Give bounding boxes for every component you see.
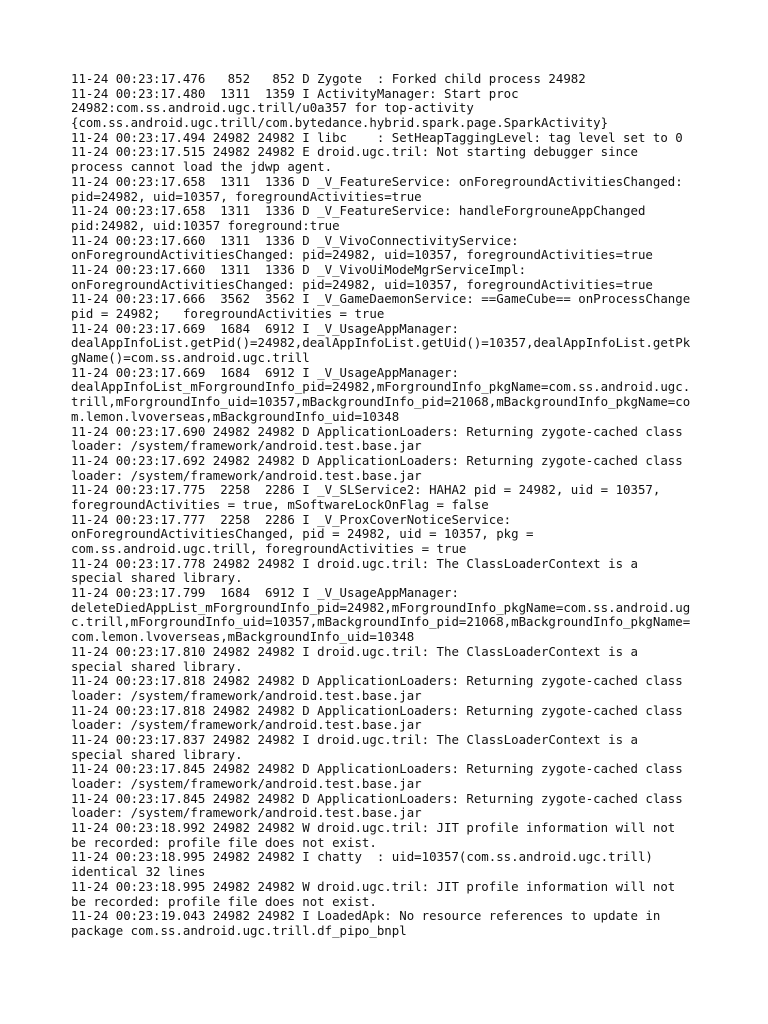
log-line: gName()=com.ss.android.ugc.trill	[71, 350, 310, 366]
log-line: loader: /system/framework/android.test.base.jar	[71, 687, 422, 703]
log-line: special shared library.	[71, 746, 243, 762]
log-line: c.trill,mForgroundInfo_uid=10357,mBackgroundInfo_pid=21068,mBackgroundInfo_pkgName=	[71, 614, 691, 630]
log-line: onForegroundActivitiesChanged: pid=24982, uid=10357, foregroundActivities=true	[71, 247, 653, 263]
log-line: 11-24 00:23:19.043 24982 24982 I LoadedApk: No resource references to update in	[71, 908, 661, 924]
log-line: process cannot load the jdwp agent.	[71, 159, 333, 175]
log-line: dealAppInfoList.getPid()=24982,dealAppInfoList.getUid()=10357,dealAppInfoList.getPk	[71, 335, 691, 351]
log-line: 11-24 00:23:17.669 1684 6912 I _V_UsageAppManager:	[71, 364, 459, 380]
log-line: 11-24 00:23:17.778 24982 24982 I droid.ugc.tril: The ClassLoaderContext is a	[71, 555, 638, 571]
log-line: 11-24 00:23:17.480 1311 1359 I ActivityManager: Start proc	[71, 85, 519, 101]
log-line: 11-24 00:23:17.837 24982 24982 I droid.ugc.tril: The ClassLoaderContext is a	[71, 731, 638, 747]
log-line: 11-24 00:23:18.995 24982 24982 I chatty : uid=10357(com.ss.android.ugc.trill)	[71, 849, 653, 865]
log-line: pid=24982, uid=10357, foregroundActivities=true	[71, 188, 422, 204]
log-line: 11-24 00:23:17.658 1311 1336 D _V_FeatureService: handleForgrouneAppChanged	[71, 203, 646, 219]
log-line: {com.ss.android.ugc.trill/com.bytedance.hybrid.spark.page.SparkActivity}	[71, 115, 609, 131]
log-line: pid = 24982; foregroundActivities = true	[71, 306, 385, 321]
log-line: deleteDiedAppList_mForgroundInfo_pid=24982,mForgroundInfo_pkgName=com.ss.android.ug	[71, 599, 691, 615]
log-line: loader: /system/framework/android.test.base.jar	[71, 438, 422, 454]
log-line: be recorded: profile file does not exist.	[71, 834, 377, 850]
log-line: com.lemon.lvoverseas,mBackgroundInfo_uid=10348	[71, 629, 415, 645]
log-line: 11-24 00:23:17.818 24982 24982 D ApplicationLoaders: Returning zygote-cached class	[71, 702, 683, 718]
log-line: 11-24 00:23:17.494 24982 24982 I libc : SetHeapTaggingLevel: tag level set to 0	[71, 129, 683, 145]
log-line: 11-24 00:23:17.818 24982 24982 D ApplicationLoaders: Returning zygote-cached class	[71, 673, 683, 689]
log-line: foregroundActivities = true, mSoftwareLockOnFlag = false	[71, 496, 489, 512]
log-line: 11-24 00:23:17.660 1311 1336 D _V_VivoConnectivityService:	[71, 232, 519, 248]
log-line: special shared library.	[71, 658, 243, 674]
log-line: loader: /system/framework/android.test.base.jar	[71, 776, 422, 791]
log-line: package com.ss.android.ugc.trill.df_pipo_bnpl	[71, 922, 407, 938]
log-line: 11-24 00:23:17.777 2258 2286 I _V_ProxCoverNoticeService:	[71, 511, 512, 527]
log-line: be recorded: profile file does not exist.	[71, 893, 377, 909]
log-line: trill,mForgroundInfo_uid=10357,mBackgroundInfo_pid=21068,mBackgroundInfo_pkgName=co	[71, 394, 691, 410]
log-line: 11-24 00:23:17.810 24982 24982 I droid.ugc.tril: The ClassLoaderContext is a	[71, 643, 638, 659]
log-document	[71, 72, 711, 939]
log-line: 11-24 00:23:17.690 24982 24982 D ApplicationLoaders: Returning zygote-cached class	[71, 423, 683, 439]
log-line: onForegroundActivitiesChanged: pid=24982, uid=10357, foregroundActivities=true	[71, 276, 653, 292]
log-line: loader: /system/framework/android.test.base.jar	[71, 467, 422, 483]
log-line: com.ss.android.ugc.trill, foregroundActivities = true	[71, 541, 467, 556]
log-line: pid:24982, uid:10357 foreground:true	[71, 217, 340, 233]
log-line: loader: /system/framework/android.test.base.jar	[71, 717, 422, 733]
log-line: 11-24 00:23:18.995 24982 24982 W droid.ugc.tril: JIT profile information will not	[71, 878, 676, 894]
log-line: 11-24 00:23:17.476 852 852 D Zygote : Forked child process 24982	[71, 71, 586, 86]
log-line: loader: /system/framework/android.test.base.jar	[71, 805, 422, 821]
log-line: 11-24 00:23:17.515 24982 24982 E droid.ugc.tril: Not starting debugger since	[71, 144, 638, 160]
log-line: m.lemon.lvoverseas,mBackgroundInfo_uid=10348	[71, 408, 400, 424]
log-line: identical 32 lines	[71, 864, 206, 880]
log-line: 11-24 00:23:18.992 24982 24982 W droid.ugc.tril: JIT profile information will not	[71, 820, 676, 836]
log-line: dealAppInfoList_mForgroundInfo_pid=24982,mForgroundInfo_pkgName=com.ss.android.ugc.	[71, 379, 691, 395]
log-line: 11-24 00:23:17.658 1311 1336 D _V_FeatureService: onForegroundActivitiesChanged:	[71, 173, 683, 189]
log-line: 11-24 00:23:17.775 2258 2286 I _V_SLService2: HAHA2 pid = 24982, uid = 10357,	[71, 482, 661, 498]
log-line: 11-24 00:23:17.660 1311 1336 D _V_VivoUiModeMgrServiceImpl:	[71, 261, 527, 277]
log-line: 11-24 00:23:17.845 24982 24982 D ApplicationLoaders: Returning zygote-cached class	[71, 761, 683, 777]
log-line: 11-24 00:23:17.692 24982 24982 D ApplicationLoaders: Returning zygote-cached class	[71, 452, 683, 468]
log-line: 11-24 00:23:17.669 1684 6912 I _V_UsageAppManager:	[71, 320, 459, 336]
log-line: 11-24 00:23:17.799 1684 6912 I _V_UsageAppManager:	[71, 585, 459, 601]
log-line: special shared library.	[71, 570, 243, 586]
log-line: 24982:com.ss.android.ugc.trill/u0a357 for top-activity	[71, 100, 474, 116]
log-line: onForegroundActivitiesChanged, pid = 24982, uid = 10357, pkg =	[71, 526, 534, 542]
log-line: 11-24 00:23:17.845 24982 24982 D ApplicationLoaders: Returning zygote-cached class	[71, 790, 683, 806]
log-line: 11-24 00:23:17.666 3562 3562 I _V_GameDaemonService: ==GameCube== onProcessChange	[71, 291, 691, 307]
